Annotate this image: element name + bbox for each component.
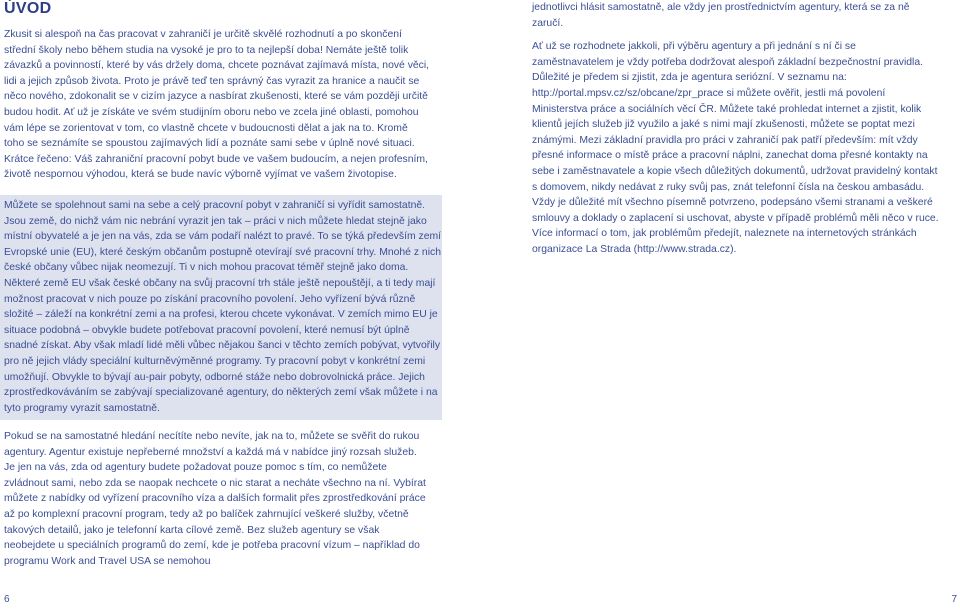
highlighted-paragraph-block — [0, 195, 442, 420]
lead-paragraph-block — [4, 27, 430, 183]
right-column — [532, 0, 940, 258]
highlighted-paragraph: Můžete se spolehnout sami na sebe a celý pracovní pobyt v zahraničí si vyřídit samostatně. Jsou země, do nichž vám nic nebrání vyrazit jen tak – práci v nich můžete hledat stejně jako místní obyvatelé a je jen na vás, zda se vám podaří nalézt to pravé. To se týká především zemí Evropské unie (EU), které českým občanům postupně otevírají své pracovní trhy. Mnohé z nich české občany vůbec nijak neomezují. Ti v nich mohou pracovat téměř stejně jako doma. Některé země EU však české občany na svůj pracovní trh stále ještě nepouštějí, a ti tedy mají možnost pracovat v nich pouze po získání pracovního povolení. Jeho vyřízení bývá různě složité – záleží na konkrétní zemi a na profesi, kterou chcete vykonávat. V zemích mimo EU je situace podobná – obvykle budete potřebovat pracovní povolení, které nemusí být úplně snadné získat. Aby však mladí lidé měli vůbec nějakou šanci v těchto zemích pobývat, vytvořily pro ně jejich vlády speciální kulturněvýměnné programy. Ty pracovní pobyt v konkrétní zemi umožňují. Obvykle to bývají au-pair pobyty, odborné stáže nebo dobrovolnická práce. Jejich zprostředkováváním se zabývají specializované agentury, do některých zemí však můžete i na tyto programy vyrazit samostatně. — [4, 200, 442, 414]
page-number-left: 6 — [4, 594, 10, 605]
right-paragraph-2: Ať už se rozhodnete jakkoli, při výběru agentury a při jednání s ní či se zaměstnavatelem je vždy potřeba dodržovat alespoň základní bezpečnostní pravidla. Důležité je předem si zjistit, zda je agentura seriózní. V seznamu na: http://portal.mpsv.cz/sz/obcane/zpr_prace si můžete ověřit, jestli má povolení Ministerstva práce a sociálních věcí ČR. Můžete také prohledat internet a zjistit, kolik klientů jejích služeb již využilo a jaké s nimi mají zkušenosti, můžete se poptat mezi známými. Mezi základní pravidla pro práci v zahraničí pak patří především: mít vždy přesné informace o místě práce a pracovní náplni, zanechat doma přesné kontakty na sebe i zaměstnavatele a kopie všech důležitých dokumentů, udržovat pravidelný kontakt s domovem, nikdy nedávat z ruky svůj pas, znát telefonní čísla na českou ambasádu. Vždy je důležité mít všechno písemně potvrzeno, podepsáno všemi stranami a veškeré smlouvy a doklady o zaplacení si uschovat, abyste v případě problémů měli něco v ruce. Více informací o tom, jak problémům předejít, naleznete na internetových stránkách organizace La Strada (http://www.strada.cz). — [532, 41, 939, 255]
closing-paragraph: Pokud se na samostatné hledání necítíte nebo nevíte, jak na to, můžete se svěřit do rukou agentury. Agentur existuje nepřeberné množství a každá má v nabídce jiný rozsah služeb. Je jen na vás, zda od agentury budete požadovat pouze pomoc s tím, co nemůžete zvládnout sami, nebo zda se naopak nechcete o nic starat a necháte všechno na ní. Vybírat můžete z nabídky od vyřízení pracovního víza a dalších formalit přes zprostředkování práce až po komplexní pracovní program, tedy až po balíček zahrnující veškeré služby, včetně takových detailů, jako je telefonní karta cílové země. Bez služeb agentury se však neobejdete u speciálních programů do zemí, kde je potřeba pracovní vízum – například do programu Work and Travel USA se nemohou — [4, 431, 426, 567]
page-number-right: 7 — [951, 594, 957, 605]
right-page — [480, 0, 960, 609]
closing-paragraph-block — [4, 429, 430, 569]
section-heading: ÚVOD — [4, 0, 52, 17]
right-paragraph-1: jednotlivci hlásit samostatně, ale vždy jen prostřednictvím agentury, která se za ně zaručí. — [532, 2, 910, 29]
lead-paragraph: Zkusit si alespoň na čas pracovat v zahraničí je určitě skvělé rozhodnutí a po skončení střední školy nebo během studia na vysoké je pro to ta nejlepší doba! Nemáte ještě tolik závazků a povinností, které by vás držely doma, chcete poznávat zajímavá místa, nové věci, lidi a jejich způsob života. Proto je právě teď ten správný čas vyrazit za hranice a naučit se něco nového, zdokonalit se v cizím jazyce a nasbírat zkušenosti, které se vám později určitě budou hodit. Ať už je získáte ve svém studijním oboru nebo ve zcela jiné oblasti, pomohou vám lépe se zorientovat v tom, co vlastně chcete v budoucnosti dělat a jak na to. Kromě toho se seznámíte se spoustou zajímavých lidí a poznáte sami sebe v úplně nové situaci. Krátce řečeno: Váš zahraniční pracovní pobyt bude ve vašem budoucím, a nejen profesním, životě nespornou výhodou, která se bude navíc výborně vyjímat ve vašem životopise. — [4, 29, 430, 181]
